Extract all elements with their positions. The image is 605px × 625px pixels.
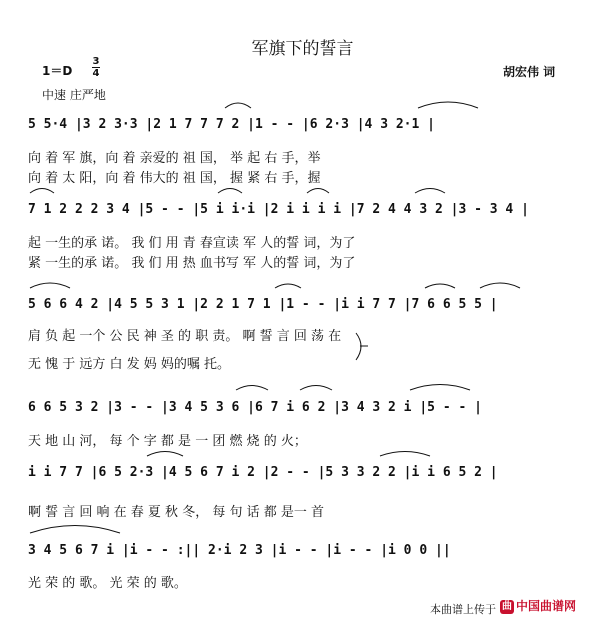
slur-mark [410,385,470,391]
song-title: 军旗下的誓言 [251,39,354,59]
slur-mark [307,189,329,194]
notes-line-1: 5 5·4 |3 2 3·3 |2 1 7 7 7 2 |1 - - |6 2·3 |4 3 2·1 | [28,117,435,132]
notes-line-4: 6 6 5 3 2 |3 - - |3 4 5 3 6 |6 7 i 6 2 |3 4 3 2 i |5 - - | [28,400,482,415]
lyrics-line-2b: 紧 一生的承 诺。 我 们 用 热 血书写 军 人的誓 词，为了 [28,256,356,271]
slur-mark [236,386,268,391]
lyrics-line-4: 天 地 山 河， 每 个 字 都 是 一 团 燃 烧 的 火； [28,434,307,449]
lyrics-line-3b: 无 愧 于 远方 白 发 妈 妈的嘱 托。 [28,357,231,372]
notes-line-6: 3 4 5 6 7 i |i - - :|| 2·i 2 3 |i - - |i - - |i 0 0 || [28,543,451,558]
notes-line-2: 7 1 2 2 2 3 4 |5 - - |5 i i·i |2 i i i i |7 2 4 4 3 2 |3 - 3 4 | [28,202,529,217]
lyrics-line-1b: 向 着 太 阳，向 着 伟大的 祖 国， 握 紧 右 手，握 [28,171,321,186]
meter-bottom: 4 [92,68,100,79]
lyrics-line-3a: 肩 负 起 一个 公 民 神 圣 的 职 责。 啊 誓 言 回 荡 在 [28,329,342,344]
footer-upload-note: 本曲谱上传于 [430,603,496,616]
slur-mark [30,189,54,194]
brace-mark [356,333,368,360]
logo-text: 中国曲谱网 [516,599,577,613]
tempo-marking: 中速 庄严地 [42,88,106,102]
composer-credit: 胡宏伟 词 [503,65,556,79]
logo-mark: 曲 [502,600,512,612]
slur-mark [30,526,120,534]
slur-mark [380,452,430,457]
lyrics-line-5: 啊 誓 言 回 响 在 春 夏 秋 冬， 每 句 话 都 是一 首 [28,505,324,520]
lyrics-line-6: 光 荣 的 歌。 光 荣 的 歌。 [28,576,187,591]
notes-line-5: i i 7 7 |6 5 2·3 |4 5 6 7 i 2 |2 - - |5 3 3 2 2 |i i 6 5 2 | [28,465,498,480]
slur-mark [218,189,242,194]
lyrics-line-2a: 起 一生的承 诺。 我 们 用 青 春宣读 军 人的誓 词，为了 [28,236,356,251]
slur-mark [147,452,183,457]
slur-mark [425,284,455,288]
lyrics-line-1a: 向 着 军 旗，向 着 亲爱的 祖 国， 举 起 右 手，举 [28,151,321,166]
slur-mark [225,103,251,108]
slur-mark [275,284,301,288]
site-logo [500,597,576,614]
slur-mark [30,283,70,288]
slur-mark [415,189,445,194]
slur-mark [480,283,520,288]
slur-mark [418,102,478,108]
notes-line-3: 5 6 6 4 2 |4 5 5 3 1 |2 2 1 7 1 |1 - - |i i 7 7 |7 6 6 5 5 | [28,297,498,312]
key-signature: 1＝D [42,64,73,78]
slur-mark [300,386,332,391]
meter-top: 3 [92,56,100,67]
